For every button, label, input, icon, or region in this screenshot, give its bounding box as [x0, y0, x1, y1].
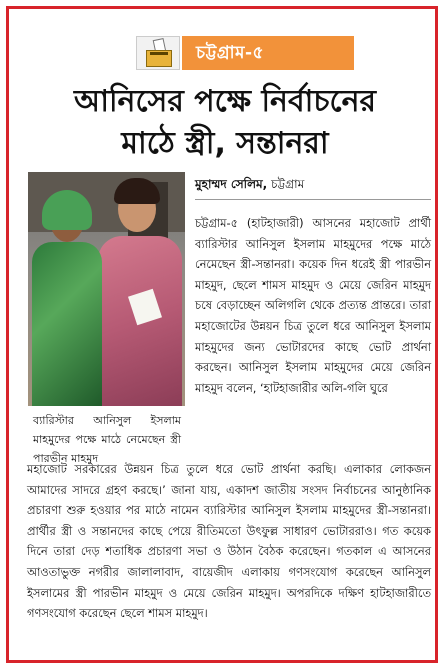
ballot-box-icon [136, 36, 180, 70]
byline-divider [195, 199, 431, 200]
section-header [136, 36, 356, 70]
headline-line-1: আনিসের পক্ষে নির্বাচনের [73, 84, 376, 119]
headline-line-2: মাঠে স্ত্রী, সন্তানরা [121, 126, 329, 161]
byline [195, 174, 435, 194]
byline-place: চট্টগ্রাম [271, 177, 305, 191]
article-body-full-width: মহাজোট সরকারের উন্নয়ন চিত্র তুলে ধরে ভোট প্রার্থনা করছি। এলাকার লোকজন আমাদের সাদরে গ্রহণ করছে।’ জানা যায়, একাদশ জাতীয় সংসদ নির্বাচনের আনুষ্ঠানিক প্রচারণা শুরু হওয়ার পর মাঠে নামেন ব্যারিস্টার আনিসুল ইসলাম মাহমুদের স্ত্রী-সন্তানরা। প্রার্থীর স্ত্রী ও সন্তানদের কাছে পেয়ে রীতিমতো উৎফুল্ল সাধারণ ভোটাররাও। গত কয়েক দিনে তারা দেড় শতাধিক প্রচারণা সভা ও উঠান বৈঠক করেছেন। গতকাল এ আসনের আওতাভুক্ত নগরীর জালালাবাদ, বায়েজীদ এলাকায় গণসংযোগ করেছেন আনিসুল ইসলামের স্ত্রী পারভীন মাহমুদ ও মেয়ে জেরিন মাহমুদ। অপরদিকে দক্ষিণ হাটহাজারীতে গণসংযোগ করেছেন ছেলে শামস মাহমুদ। [27, 462, 431, 621]
photo-caption: ব্যারিস্টার আনিসুল ইসলাম মাহমুদের পক্ষে মাঠে নেমেছেন স্ত্রী পারভীন মাহমুদ [33, 414, 181, 465]
article-body-column: চট্টগ্রাম-৫ (হাটহাজারী) আসনের মহাজোট প্রার্থী ব্যারিস্টার আনিসুল ইসলাম মাহমুদের পক্ষে মাঠে নেমেছেন স্ত্রী-সন্তানরা। কয়েক দিন ধরেই স্ত্রী পারভীন মাহমুদ, ছেলে শামস মাহমুদ ও মেয়ে জেরিন মাহমুদ চষে বেড়াচ্ছেন অলিগলি থেকে প্রত্যন্ত প্রান্তরে। তারা মহাজোটের উন্নয়ন চিত্র তুলে ধরে আনিসুল ইসলাম মাহমুদের জন্য ভোটারদের কাছে ভোট প্রার্থনা করছেন। আনিসুল ইসলাম মাহমুদের মেয়ে জেরিন মাহমুদ বলেন, ‘হাটহাজারীর অলি-গলি ঘুরে [195, 216, 431, 395]
headline [23, 81, 427, 165]
byline-author: মুহাম্মদ সেলিম, [195, 177, 268, 191]
news-clipping [6, 6, 438, 663]
news-photo [28, 172, 185, 406]
section-tag: চট্টগ্রাম-৫ [182, 36, 354, 70]
